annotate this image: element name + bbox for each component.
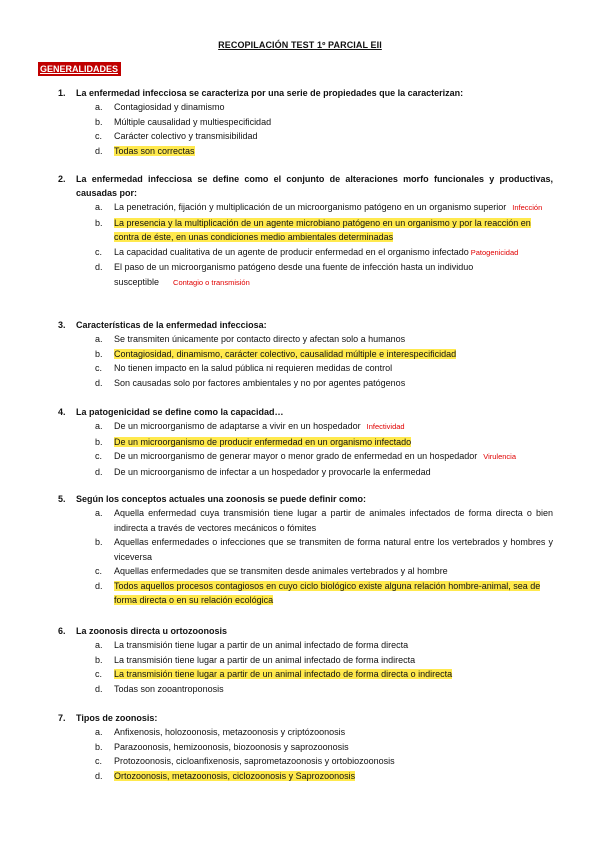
question-number: 2. — [58, 174, 66, 184]
option-d-correct: d. Todos aquellos procesos contagiosos en cuyo ciclo biológico existe alguna relación hombre-animal, sea de forma directa o en su relación ecológica — [95, 580, 541, 605]
question-number: 6. — [58, 626, 66, 636]
section-heading: GENERALIDADES — [38, 62, 121, 76]
options-list — [58, 725, 553, 783]
option-d: d. Son causadas solo por factores ambientales y no por agentes patógenos — [95, 377, 406, 388]
answer-note: Contagio o transmisión — [173, 277, 250, 287]
question-text: 7. Tipos de zoonosis: — [58, 713, 158, 723]
option-b: b. La transmisión tiene lugar a partir de un animal infectado de forma indirecta — [95, 654, 416, 665]
option-d: d. El paso de un microorganismo patógeno desde una fuente de infección hasta un individuo susceptible Contagio o transmisión — [95, 262, 474, 287]
question-5 — [58, 492, 553, 608]
option-a: a. La penetración, fijación y multiplicación de un microorganismo patógeno en un organismo superior Infección — [95, 202, 543, 212]
question-text: 5. Según los conceptos actuales una zoonosis se puede definir como: — [58, 494, 367, 504]
option-c: c. Protozoonosis, cicloanfixenosis, saprometazoonosis y ortobiozoonosis — [95, 756, 395, 766]
option-b: b. Parazoonosis, hemizoonosis, biozoonosis y saprozoonosis — [95, 741, 349, 752]
option-a: a. Anfixenosis, holozoonosis, metazoonosis y criptózoonosis — [95, 727, 346, 737]
answer-note: Virulencia — [483, 452, 517, 461]
option-d: d. Todas son zooantroponosis — [95, 683, 224, 694]
option-c: c. La capacidad cualitativa de un agente de producir enfermedad en el organismo infectado Patogenicidad — [95, 246, 519, 257]
question-text: 6. La zoonosis directa u ortozoonosis — [58, 626, 228, 636]
question-text: 2. La enfermedad infecciosa se define como el conjunto de alteraciones morfo funcionales y productivas, causadas por: — [58, 174, 553, 198]
options-list — [58, 638, 553, 696]
answer-note: Patogenicidad — [470, 247, 519, 257]
question-6 — [58, 624, 553, 696]
question-4 — [58, 405, 553, 479]
option-a: a. La transmisión tiene lugar a partir de un animal infectado de forma directa — [95, 640, 409, 650]
options-list — [58, 200, 553, 290]
option-c-correct: c. La transmisión tiene lugar a partir de un animal infectado de forma directa o indirecta — [95, 669, 453, 679]
question-number: 3. — [58, 320, 66, 330]
option-a: a. Se transmiten únicamente por contacto directo y afectan solo a humanos — [95, 334, 406, 344]
option-a: a. De un microorganismo de adaptarse a vivir en un hospedador Infectividad — [95, 421, 405, 431]
question-7 — [58, 711, 553, 783]
option-b-correct: b. La presencia y la multiplicación de un agente microbiano patógeno en un organismo y por la reacción en contra de éste, en unas condiciones medio ambientales determinadas — [95, 217, 531, 242]
question-number: 5. — [58, 494, 66, 504]
option-b-correct: b. De un microorganismo de producir enfermedad en un organismo infectado — [95, 436, 412, 447]
option-d: d. De un microorganismo de infectar a un hospedador y provocarle la enfermedad — [95, 466, 431, 477]
option-c: c. Aquellas enfermedades que se transmiten desde animales vertebrados y al hombre — [95, 566, 448, 576]
option-c: c. No tienen impacto en la salud pública ni requieren medidas de control — [95, 363, 393, 373]
question-text: 1. La enfermedad infecciosa se caracteriza por una serie de propiedades que la caracterizan: — [58, 88, 464, 98]
option-b: b. Múltiple causalidad y multiespecificidad — [95, 116, 272, 127]
option-d-correct: d. Todas son correctas — [95, 145, 195, 156]
question-3 — [58, 318, 553, 390]
question-number: 7. — [58, 713, 66, 723]
question-text: 4. La patogenicidad se define como la capacidad… — [58, 407, 284, 417]
answer-note: Infectividad — [366, 422, 405, 431]
question-number: 4. — [58, 407, 66, 417]
option-c: c. Carácter colectivo y transmisibilidad — [95, 131, 258, 141]
question-1 — [58, 86, 553, 158]
answer-note: Infección — [512, 203, 543, 212]
option-b: b. Aquellas enfermedades o infecciones que se transmiten de forma natural entre los vertebrados y hombres y viceversa — [95, 537, 553, 562]
options-list — [58, 419, 553, 479]
option-b-correct: b. Contagiosidad, dinamismo, carácter colectivo, causalidad múltiple e interespecificidad — [95, 348, 457, 359]
option-c: c. De un microorganismo de generar mayor o menor grado de enfermedad en un hospedador Virulencia — [95, 451, 517, 461]
question-number: 1. — [58, 88, 66, 98]
option-d-correct: d. Ortozoonosis, metazoonosis, ciclozoonosis y Saprozoonosis — [95, 770, 356, 781]
options-list — [58, 332, 553, 390]
option-a: a. Contagiosidad y dinamismo — [95, 102, 225, 112]
options-list — [58, 506, 553, 608]
document-title: RECOPILACIÓN TEST 1º PARCIAL EII — [218, 40, 382, 50]
option-a: a. Aquella enfermedad cuya transmisión tiene lugar a partir de animales infectados de forma directa o bien indirecta a través de vectores mecánicos o fómites — [95, 508, 553, 533]
options-list — [58, 100, 553, 158]
question-2 — [58, 172, 553, 290]
question-text: 3. Características de la enfermedad infecciosa: — [58, 320, 267, 330]
